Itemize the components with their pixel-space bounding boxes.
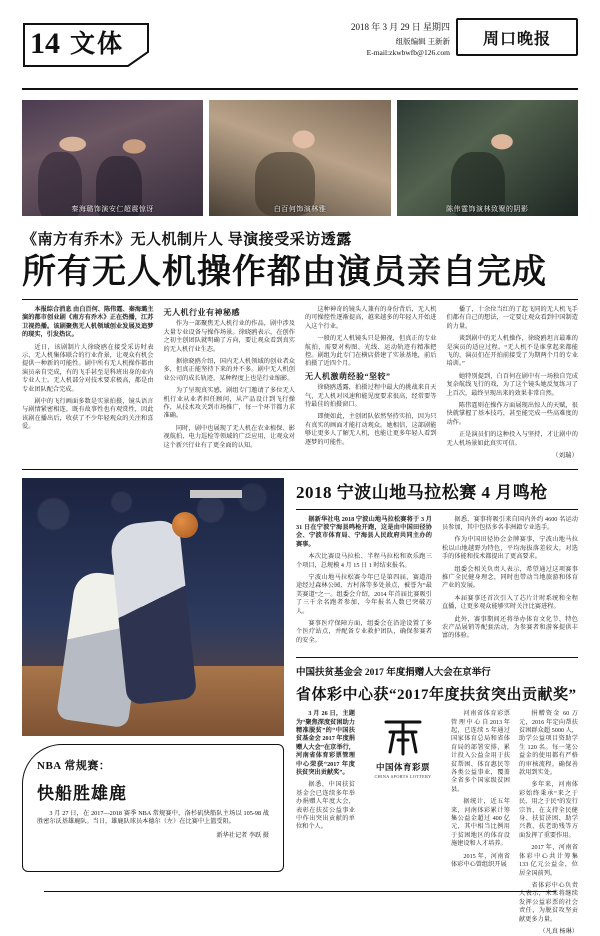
paper-nameplate: 周口晚报 [456,18,578,56]
sports-lottery-logo [364,710,442,936]
credit-email: E-mail:zkwbwfb@126.com [367,47,450,58]
lead-headline-block [22,228,578,293]
charity-col-3 [519,710,578,936]
issue-date: 2018 年 3 月 29 日 星期四 [351,20,450,33]
nba-kicker: NBA 常规赛： [37,757,269,773]
basketball-photo [22,478,284,736]
charity-columns [296,710,578,936]
photo-right [397,100,578,216]
paragraph: 作为一部聚焦无人机行业的作品，剧中涉及大量专业设备与操作场景。徐晓鸥表示，在创作之初主创团队就明确了方向，要让观众看到真实的无人机行业生态。 [164,320,296,354]
paragraph: 剧中的飞行画面多数是实景拍摄，镜头语言与剧情紧密相连，既有故事性也有观赏性，因此该剧在播出后，收获了不少年轻观众的关注和喜爱。 [22,398,154,432]
nba-headline: 快船胜雄鹿 [37,779,269,804]
lead-col-2 [164,306,296,461]
photo-strip [22,100,578,216]
paragraph: 组委会相关负责人表示，希望通过这项赛事推广全民健身理念，同时也带动当地旅游和体育产业的发展。 [442,566,578,591]
paragraph: 为了呈现真实感，剧组专门邀请了多位无人机行业从业者担任顾问，从产品设计到飞行操作，从技术攻关到市场推广，每一个环节都力求准确。 [164,387,296,421]
lead-col-1 [22,306,154,461]
paragraph: 正是演员们的这种投入与坚持，才让剧中的无人机场景如此真实可信。 [447,431,579,448]
marathon-col-2 [442,516,578,650]
charity-byline: （凡真 杨琳） [519,928,578,936]
photo-caption: 秦海璐饰演安仁超震惊讶 [22,204,203,214]
paragraph: 据悉，中国扶贫基金会已连续多年举办捐赠人年度大会，表彰在扶贫公益事业中作出突出贡献的单位和个人。 [296,781,355,831]
shoulder-headline: 《南方有乔木》无人机制片人 导演接受采访透露 [22,228,578,249]
paragraph: 河南省体育彩票管理中心自2013年起，已连续 5 年通过国家体育总局和省体育局的部署安排，累计投入公益金用于扶贫帮困、体育惠民等各类公益事业，覆盖全省多个国家级贫困县。 [451,710,510,794]
paragraph: 捐赠资金 60 万元，2016 年定向帮扶贫困群众超 5000 人，助学公益项目资助学生 120 名。每一笔公益金的使用都有严格的审核流程，确保善款用到实处。 [519,710,578,777]
logo-chinese-name: 中国体育彩票 [364,761,442,773]
paragraph: 赛事医疗保障方面，组委会在沿途设置了多个医疗站点，并配备专业救护团队，确保参赛者的安全。 [296,620,432,645]
paragraph: 谈到剧中的无人机操作，徐晓鸥坦言最难的是演员的适应过程。“无人机不是谁拿起来都能飞的，演员们在开拍前接受了为期两个月的专业培训。” [447,335,579,369]
paragraph: 省体彩中心负责人表示，未来将继续发挥公益彩票的社会责任，为脱贫攻坚贡献更多力量。 [519,882,578,924]
lottery-mark-icon [380,716,426,758]
paragraph: 2017 年，河南省体彩中心共计筹集 133 亿元公益金，位居全国前列。 [519,844,578,878]
paragraph: 同时，剧中也展现了无人机在农业植保、影视航拍、电力巡检等领域的广泛应用，让观众对这个新兴行业有了更全面的认知。 [164,425,296,450]
nba-byline: 新华社记者 李跃 摄 [37,830,269,839]
lottery-glyph-icon [380,716,426,758]
paragraph: 这种神奇的镜头人兼有的身份背后，无人机的可操控性逐渐提高，越来越多的年轻人开始进入这个行业。 [305,306,437,331]
paragraph: 据徐晓鸥介绍，国内无人机领域的创业者众多，但真正能坚持下来的并不多。剧中无人机创业公司的成长轨迹，某种程度上也是行业缩影。 [164,358,296,383]
marathon-columns [296,516,578,650]
photo-caption: 白百何饰演林雅 [209,204,390,214]
charity-kicker: 中国扶贫基金会 2017 年度捐赠人大会在京举行 [296,664,578,678]
paragraph: 据悉，赛事将吸引来自国内外约 4600 名运动员参加，其中包括多名非洲籍专业选手。 [442,516,578,533]
paragraph: 即便如此，主创团队依然坚持实拍，因为只有真实的画面才能打动观众。她相信，这部剧能够让更多人了解无人机，也能让更多年轻人看到逐梦的可能性。 [305,413,437,447]
rule-above-charity [296,657,578,658]
paragraph: 据新华社电 2018 宁波山地马拉松赛将于 3 月 31 日在宁波宁海县鸣枪开跑，这是由中国田径协会、宁波市体育局、宁海县人民政府共同主办的赛事。 [296,516,432,550]
lead-col-4 [447,306,579,461]
paragraph: 作为中国田径协会金牌赛事，宁波山地马拉松以山地越野为特色，平均海拔落差较大，对选手的体能和技术都提出了更高要求。 [442,536,578,561]
paragraph: 播了，十余位当红的了起飞同的无人机飞手们都有自己的想法，一定要让观众看到中国制造的力量。 [447,306,579,331]
logo-english-name: CHINA SPORTS LOTTERY [364,774,442,779]
paragraph: 据统计，近五年来，河南体彩累计筹集公益金超过 400 亿元，其中相当比例用于贫困地区的体育设施建设和人才培养。 [451,798,510,848]
photo-center [209,100,390,216]
page-number: 14 [30,24,60,64]
photo-left [22,100,203,216]
paragraph: 本届赛事还首次引入了芯片计时系统和全程直播，让更多观众能够实时关注比赛进程。 [442,595,578,612]
charity-headline: 省体彩中心获“2017年度扶贫突出贡献奖” [296,683,578,704]
newspaper-page [0,16,600,908]
paragraph: 3 月 26 日，主题为“聚焦深度贫困助力精准脱贫”的“中国扶贫基金会 2017 年度捐赠人大会”在京举行，河南省体育彩票管理中心荣获“2017 年度扶贫突出贡献奖”。 [296,710,355,777]
paragraph: 此外，赛事期间还将举办体育文化节、特色农产品展销等配套活动，为参赛者和游客提供丰富的体验。 [442,616,578,641]
lead-byline: （刘瑞） [447,452,579,460]
nba-body: 3 月 27 日，在 2017—2018 赛季 NBA 常规赛中，洛杉矶快船队主场以 105-98 战胜密尔沃基雄鹿队。当日，雄鹿队球员本德尔（左）在比赛中上篮受阻。 [37,810,269,827]
charity-col-1 [296,710,355,936]
basketball [172,512,198,538]
credits [367,36,450,58]
marathon-col-1 [296,516,432,650]
paragraph: 陈伟霆则在操作方面展现出惊人的天赋，很快就掌握了基本技巧，甚至能完成一些高难度的动作。 [447,402,579,427]
paragraph: 本报综合消息 由白百何、陈伟霆、秦海璐主演的都市创业剧《南方有乔木》正在热播，江苏卫视热播。该剧聚焦无人机领域创业发展及追梦的现实，引发热议。 [22,306,154,340]
paragraph: 近日，该剧制片人徐晓鸥在接受采访时表示，无人机集体联合的行业背景，让观众有机会提供一种新的可能性。剧中所有无人机操作都由演员亲自完成，有的飞手甚至是科班出身的业内专业人士。无人机部分对技术要求极高，都是由专业团队配合完成。 [22,344,154,394]
photo-figures [397,100,578,216]
photo-figures [209,100,390,216]
main-headline: 所有无人机操作都由演员亲自完成 [22,253,578,293]
photo-caption: 陈伟霆饰演林致聚的阴影 [397,204,578,214]
page-number-box [22,22,150,68]
photo-figures [22,100,203,216]
rule-above-middle [22,469,578,470]
paragraph: 多年来，河南体彩始终秉承“来之于民、用之于民”的发行宗旨，在支持全民健身、扶贫济困、助学兴教、扶老助残等方面发挥了重要作用。 [519,781,578,840]
paragraph: 她特别提到，白百何在剧中有一场独自完成复杂航线飞行的戏，为了这个镜头她反复练习了上百次，最终呈现出来的效果非常自然。 [447,373,579,398]
section-label: 文体 [70,26,124,64]
paragraph: 本次比赛设马拉松、半程马拉松和欢乐跑三个项目，总规模 4 月 15 日 1 时结束报名。 [296,553,432,570]
middle-left-column [22,478,284,936]
subhead: 无人机激萌经验“坚较” [305,373,437,381]
middle-section [22,478,578,936]
charity-col-2 [451,710,510,936]
paragraph: 宁波山地马拉松赛今年已是第四届，赛道沿途经过森林公园、古村落等多处景点，被誉为“最美赛道”之一。组委会介绍，2014 年首届比赛吸引了三千余名跑者参加，今年报名人数已突破万人。 [296,574,432,616]
lead-col-3 [305,306,437,461]
rule-under-marathon-headline [296,509,578,510]
subhead: 无人机行业有神秘感 [164,309,296,317]
paragraph: 一般的无人机镜头只是俯视，但真正的专业航拍，需要对构图、光线、运动轨迹有精准把控。剧组为此专门在横店搭建了实景基地，前后拍摄了近四个月。 [305,335,437,369]
middle-right-column [296,478,578,936]
marathon-headline: 2018 宁波山地马拉松赛 4 月鸣枪 [296,478,578,503]
nba-story-box [22,744,284,872]
paragraph: 徐晓鸥透露，拍摄过程中最大的挑战来自天气，无人机对风速和能见度要求很高，经常要等待最佳的拍摄窗口。 [305,384,437,409]
rule-under-headline [22,299,578,300]
hoop [190,490,242,498]
credit-editor: 组版编辑 王新新 [367,36,450,47]
paragraph: 2015 年，河南省体彩中心曾组织开展 [451,853,510,870]
masthead [22,16,578,90]
lead-story-columns [22,306,578,461]
